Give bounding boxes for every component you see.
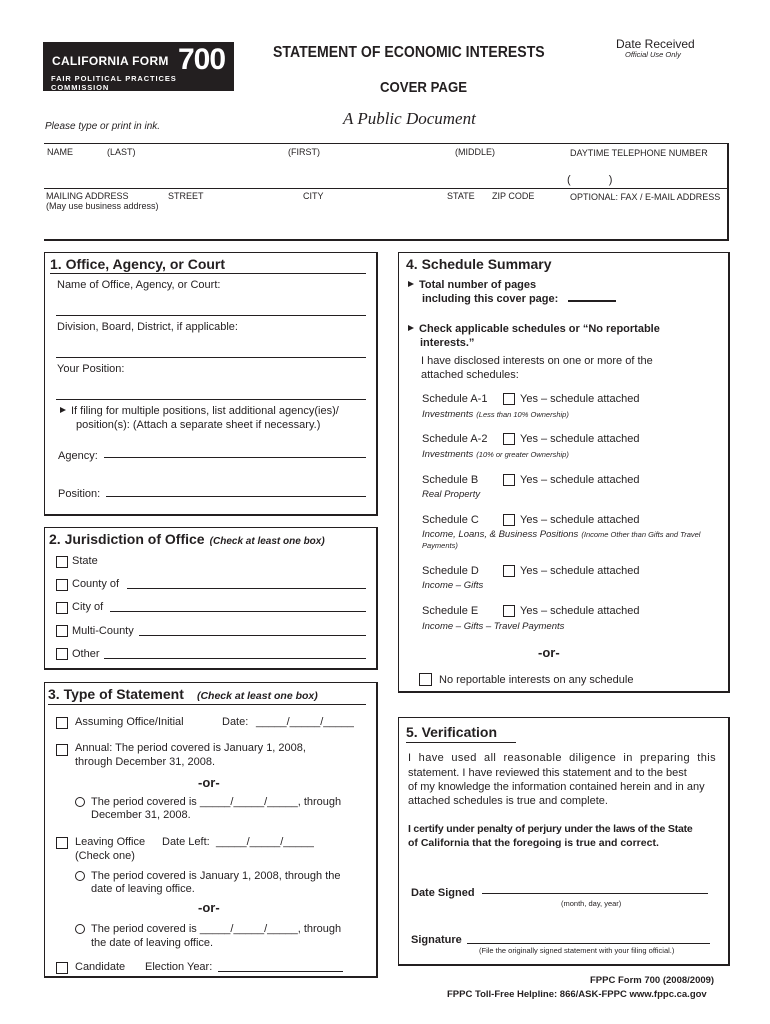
section-2-header [49, 531, 325, 547]
name-label: NAME [47, 147, 74, 157]
additional-position-field[interactable] [106, 481, 366, 497]
phone-paren-open: ( [567, 174, 571, 186]
election-year-label: Election Year: [145, 961, 213, 973]
date-received-label: Date Received [616, 37, 695, 51]
schedule-a1-label: Schedule A-1 [422, 393, 488, 405]
jurisdiction-multicounty-checkbox[interactable] [56, 625, 68, 637]
date-left-label: Date Left: [162, 836, 210, 848]
schedule-d-checkbox[interactable] [503, 565, 515, 577]
certify-text-2: of California that the foregoing is true and correct. [408, 837, 659, 849]
date-left-field[interactable]: _____/_____/_____ [216, 836, 314, 848]
agency-name: FAIR POLITICAL PRACTICES COMMISSION [51, 74, 177, 92]
jurisdiction-multicounty-label: Multi-County [72, 625, 134, 637]
agency-label: Agency: [58, 450, 98, 462]
date-signed-label: Date Signed [411, 887, 475, 899]
mailing-address-label: MAILING ADDRESS [46, 191, 129, 201]
schedule-c-yes: Yes – schedule attached [520, 514, 640, 526]
leaving-period-label: The period covered is _____/_____/_____, through [91, 923, 342, 935]
check-schedules-note: Check applicable schedules or “No reportable [408, 323, 660, 335]
form-label: CALIFORNIA FORM [52, 54, 169, 68]
multicounty-field[interactable] [139, 622, 366, 636]
state-label: STATE [447, 191, 475, 201]
office-name-label: Name of Office, Agency, or Court: [57, 279, 221, 291]
leaving-or: -or- [198, 900, 220, 915]
jurisdiction-county-checkbox[interactable] [56, 579, 68, 591]
leaving-period-radio[interactable] [75, 924, 85, 934]
election-year-field[interactable] [218, 960, 343, 972]
signature-hint: (File the originally signed statement with your filing official.) [479, 946, 675, 955]
candidate-label: Candidate [75, 961, 126, 973]
annual-period-label: The period covered is _____/_____/_____, through [91, 796, 342, 808]
jurisdiction-other-checkbox[interactable] [56, 648, 68, 660]
form-number: 700 [178, 43, 226, 76]
schedule-a1-yes: Yes – schedule attached [520, 393, 640, 405]
schedule-a2-checkbox[interactable] [503, 433, 515, 445]
section-3-hint: (Check at least one box) [196, 690, 318, 702]
date-signed-field[interactable] [482, 880, 708, 894]
phone-field[interactable] [567, 174, 612, 186]
leaving-office-checkbox[interactable] [56, 837, 68, 849]
assuming-office-label: Assuming Office/Initial [75, 716, 184, 728]
arrow-icon [408, 325, 414, 331]
multiple-positions-note: If filing for multiple positions, list additional agency(ies)/ [60, 405, 339, 417]
schedule-b-checkbox[interactable] [503, 474, 515, 486]
section-2-hint: (Check at least one box) [209, 536, 325, 547]
public-document-label: A Public Document [343, 109, 476, 128]
section-1-title: 1. Office, Agency, or Court [50, 256, 226, 272]
division-field[interactable] [56, 338, 366, 358]
schedule-a1-desc: Investments (Less than 10% Ownership) [422, 409, 569, 420]
multiple-positions-note-2: position(s): (Attach a separate sheet if necessary.) [76, 419, 321, 431]
verification-text-3: of my knowledge the information contained herein and in any [408, 781, 705, 793]
annual-or: -or- [198, 775, 220, 790]
schedule-or: -or- [538, 645, 560, 660]
additional-position-label: Position: [58, 488, 101, 500]
section-4-title: 4. Schedule Summary [406, 256, 552, 272]
check-schedules-note-2: interests.” [420, 337, 475, 349]
disclosed-text: I have disclosed interests on one or more of the [421, 355, 653, 367]
address-field[interactable] [46, 212, 726, 238]
annual-checkbox[interactable] [56, 744, 68, 756]
jurisdiction-state-checkbox[interactable] [56, 556, 68, 568]
jurisdiction-city-checkbox[interactable] [56, 602, 68, 614]
schedule-d-desc: Income – Gifts [422, 580, 484, 591]
leaving-period-label-2: the date of leaving office. [91, 937, 214, 949]
schedule-c-desc: Income, Loans, & Business Positions (Income Other than Gifts and Travel Payments) [422, 529, 701, 550]
phone-paren-close: ) [608, 174, 613, 186]
leaving-full-label: The period covered is January 1, 2008, through the [91, 870, 341, 882]
form-logo [43, 42, 234, 91]
leaving-office-label: Leaving Office [75, 836, 146, 848]
no-interests-label: No reportable interests on any schedule [439, 674, 634, 686]
jurisdiction-state-label: State [72, 555, 98, 567]
schedule-c-checkbox[interactable] [503, 514, 515, 526]
verification-text: I have used all reasonable diligence in preparing this [408, 752, 716, 764]
last-name-label: (LAST) [107, 147, 136, 157]
annual-label: Annual: The period covered is January 1, 2008, [75, 742, 306, 754]
agency-field[interactable] [104, 442, 366, 458]
form-id: FPPC Form 700 (2008/2009) [590, 975, 715, 986]
county-field[interactable] [127, 575, 366, 589]
name-field[interactable] [46, 160, 556, 186]
assuming-date-field[interactable]: _____/_____/_____ [256, 716, 354, 728]
middle-name-label: (MIDDLE) [455, 147, 495, 157]
annual-period-label-2: December 31, 2008. [91, 809, 191, 821]
schedule-e-desc: Income – Gifts – Travel Payments [422, 621, 565, 632]
schedule-e-yes: Yes – schedule attached [520, 605, 640, 617]
schedule-a2-label: Schedule A-2 [422, 433, 488, 445]
signature-field[interactable] [467, 930, 710, 944]
jurisdiction-city-label: City of [72, 601, 104, 613]
section-3-title: 3. Type of Statement [48, 686, 184, 702]
candidate-checkbox[interactable] [56, 962, 68, 974]
office-name-field[interactable] [56, 296, 366, 316]
section-2-title: 2. Jurisdiction of Office [49, 531, 205, 547]
schedule-a2-desc: Investments (10% or greater Ownership) [422, 449, 569, 460]
certify-text: I certify under penalty of perjury under the laws of the State [408, 823, 693, 835]
schedule-e-label: Schedule E [422, 605, 479, 617]
city-label: CITY [303, 191, 324, 201]
leaving-full-label-2: date of leaving office. [91, 883, 195, 895]
check-one-label: (Check one) [75, 850, 135, 862]
page-subtitle: COVER PAGE [380, 79, 468, 96]
jurisdiction-other-label: Other [72, 648, 100, 660]
official-use-label: Official Use Only [625, 50, 681, 59]
schedule-c-label: Schedule C [422, 514, 479, 526]
schedule-b-yes: Yes – schedule attached [520, 474, 640, 486]
section-3-header [48, 686, 318, 702]
signature-label: Signature [411, 934, 462, 946]
helpline: FPPC Toll-Free Helpline: 866/ASK-FPPC www.fppc.ca.gov [447, 989, 707, 1000]
position-field[interactable] [56, 380, 366, 400]
arrow-icon [408, 281, 414, 287]
total-pages-label: Total number of pages [408, 279, 536, 291]
schedule-b-desc: Real Property [422, 489, 481, 500]
no-interests-checkbox[interactable] [419, 673, 432, 686]
city-field[interactable] [110, 598, 366, 612]
division-label: Division, Board, District, if applicable: [57, 321, 238, 333]
schedule-a2-yes: Yes – schedule attached [520, 433, 640, 445]
leaving-full-radio[interactable] [75, 871, 85, 881]
section-5-title: 5. Verification [406, 724, 498, 740]
annual-period-radio[interactable] [75, 797, 85, 807]
optional-contact-label: OPTIONAL: FAX / E-MAIL ADDRESS [570, 192, 721, 202]
page-title: STATEMENT OF ECONOMIC INTERESTS [273, 44, 545, 61]
schedule-d-label: Schedule D [422, 565, 479, 577]
ink-instruction: Please type or print in ink. [45, 121, 161, 132]
disclosed-text-2: attached schedules: [421, 369, 519, 381]
mailing-address-note: (May use business address) [46, 201, 159, 211]
street-label: STREET [168, 191, 204, 201]
schedule-d-yes: Yes – schedule attached [520, 565, 640, 577]
schedule-a1-checkbox[interactable] [503, 393, 515, 405]
schedule-e-checkbox[interactable] [503, 605, 515, 617]
position-label: Your Position: [57, 363, 125, 375]
phone-label: DAYTIME TELEPHONE NUMBER [570, 148, 708, 158]
schedule-b-label: Schedule B [422, 474, 479, 486]
assuming-office-checkbox[interactable] [56, 717, 68, 729]
other-field[interactable] [104, 645, 366, 659]
annual-label-2: through December 31, 2008. [75, 756, 216, 768]
date-signed-hint: (month, day, year) [561, 899, 622, 908]
zip-label: ZIP CODE [492, 191, 535, 201]
verification-text-2: statement. I have reviewed this statement and to the best [408, 767, 687, 779]
total-pages-label-2: including this cover page: [422, 293, 559, 305]
jurisdiction-county-label: County of [72, 578, 120, 590]
verification-text-4: attached schedules is true and complete. [408, 795, 608, 807]
assuming-date-label: Date: [222, 716, 249, 728]
total-pages-field[interactable] [568, 293, 616, 302]
first-name-label: (FIRST) [288, 147, 320, 157]
arrow-icon [60, 407, 66, 413]
